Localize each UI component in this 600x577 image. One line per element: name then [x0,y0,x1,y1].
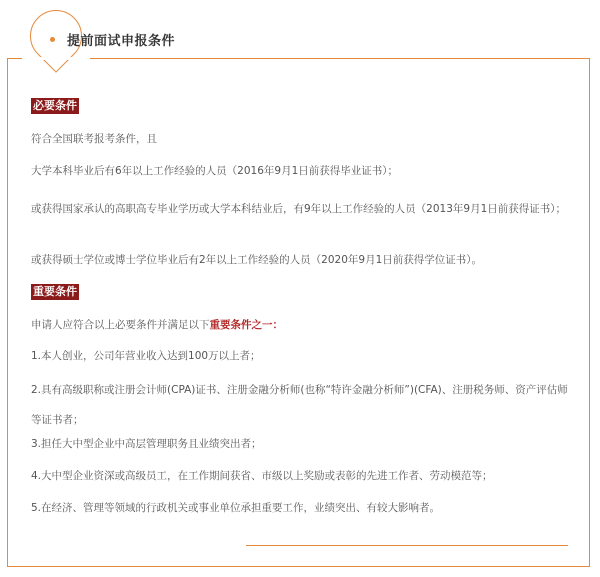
required-tag: 必要条件 [33,99,77,112]
important-item: 4.大中型企业资深或高级员工，在工作期间获省、市级以上奖励或表彰的先进工作者、劳动模范等； [31,470,493,482]
required-item: 或获得国家承认的高职高专毕业学历或大学本科结业后，有9年以上工作经验的人员（2013年9月1日前获得证书）； [31,203,567,215]
section-title: 提前面试申报条件 [67,34,176,49]
required-item: 符合全国联考报考条件，且 [31,133,157,145]
decorative-divider [246,545,568,546]
important-item: 2.具有高级职称或注册会计师(CPA)证书、注册金融分析师(也称“特许金融分析师”)(CFA)、注册税务师、资产评估师等证书者； [31,384,568,426]
pin-dot-icon [50,37,55,42]
required-item: 或获得硕士学位或博士学位毕业后有2年以上工作经验的人员（2020年9月1日前获得学位证书）。 [31,254,483,266]
important-item: 1.本人创业，公司年营业收入达到100万以上者； [31,350,261,362]
important-item: 5.在经济、管理等领域的行政机关或事业单位承担重要工作，业绩突出、有较大影响者。 [31,502,441,514]
important-item: 3.担任大中型企业中高层管理职务且业绩突出者； [31,438,262,450]
important-tag: 重要条件 [33,285,77,298]
important-intro: 申请人应符合以上必要条件并满足以下重要条件之一： [31,319,283,331]
required-item: 大学本科毕业后有6年以上工作经验的人员（2016年9月1日前获得毕业证书）； [31,165,399,177]
important-highlight: 重要条件之一： [209,319,283,331]
